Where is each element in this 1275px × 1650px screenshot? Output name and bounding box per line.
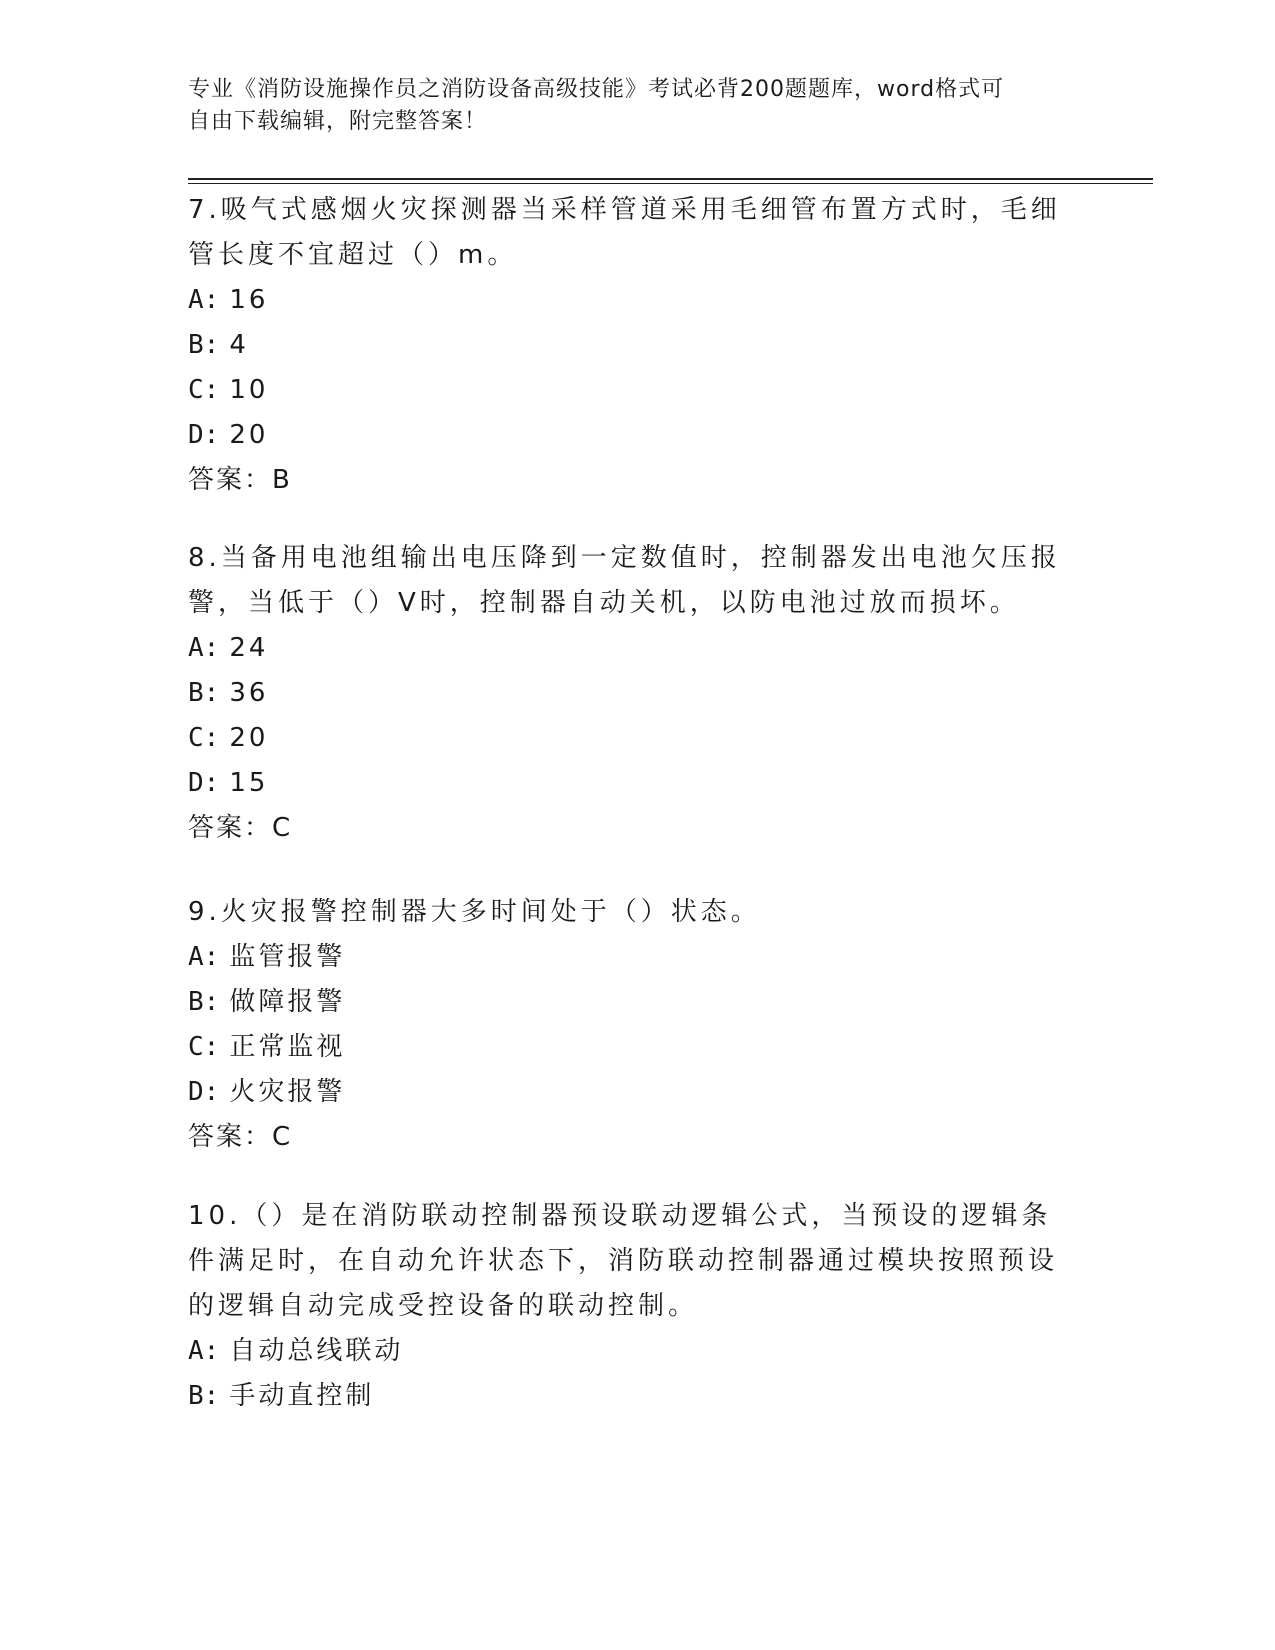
option-label: C:	[188, 1032, 220, 1062]
question-9	[188, 890, 1078, 1160]
option-label: A:	[188, 633, 220, 663]
question-stem: 10.（）是在消防联动控制器预设联动逻辑公式，当预设的逻辑条件满足时，在自动允许状态下，消防联动控制器通过模块按照预设的逻辑自动完成受控设备的联动控制。	[188, 1201, 1059, 1321]
option-b	[188, 671, 1078, 716]
option-text: 16	[229, 285, 269, 315]
option-text: 4	[229, 330, 249, 360]
option-text: 24	[229, 633, 269, 663]
option-a	[188, 278, 1078, 323]
answer: 答案：B	[188, 465, 292, 495]
question-10	[188, 1194, 1078, 1419]
question-stem: 8.当备用电池组输出电压降到一定数值时，控制器发出电池欠压报警，当低于（）V时，控制器自动关机，以防电池过放而损坏。	[188, 543, 1061, 618]
question-stem: 9.火灾报警控制器大多时间处于（）状态。	[188, 897, 761, 927]
answer: 答案：C	[188, 813, 293, 843]
option-c	[188, 716, 1078, 761]
option-text: 正常监视	[229, 1032, 346, 1062]
option-text: 20	[229, 420, 269, 450]
option-text: 15	[229, 768, 269, 798]
header-line-2: 自由下载编辑，附完整答案！	[188, 109, 488, 134]
option-c	[188, 368, 1078, 413]
option-label: A:	[188, 1336, 220, 1366]
question-8	[188, 536, 1078, 851]
document-header	[188, 74, 1068, 138]
option-text: 20	[229, 723, 269, 753]
question-7	[188, 188, 1078, 503]
option-text: 10	[229, 375, 269, 405]
option-label: B:	[188, 987, 220, 1017]
header-line-1: 专业《消防设施操作员之消防设备高级技能》考试必背200题题库，word格式可	[188, 77, 1005, 102]
option-label: B:	[188, 678, 220, 708]
option-c	[188, 1025, 1078, 1070]
option-text: 自动总线联动	[229, 1336, 404, 1366]
option-text: 做障报警	[229, 987, 346, 1017]
header-divider-thick	[188, 178, 1153, 180]
option-b	[188, 980, 1078, 1025]
option-d	[188, 413, 1078, 458]
option-a	[188, 935, 1078, 980]
option-label: B:	[188, 1381, 220, 1411]
option-text: 手动直控制	[229, 1381, 375, 1411]
option-a	[188, 626, 1078, 671]
option-text: 36	[229, 678, 269, 708]
question-stem: 7.吸气式感烟火灾探测器当采样管道采用毛细管布置方式时，毛细管长度不宜超过（）m。	[188, 195, 1061, 270]
option-label: D:	[188, 768, 220, 798]
option-label: A:	[188, 285, 220, 315]
option-label: C:	[188, 723, 220, 753]
option-d	[188, 761, 1078, 806]
option-b	[188, 1374, 1078, 1419]
answer: 答案：C	[188, 1122, 293, 1152]
option-text: 火灾报警	[229, 1077, 346, 1107]
option-label: D:	[188, 1077, 220, 1107]
option-label: B:	[188, 330, 220, 360]
option-b	[188, 323, 1078, 368]
option-a	[188, 1329, 1078, 1374]
option-label: D:	[188, 420, 220, 450]
option-d	[188, 1070, 1078, 1115]
option-label: C:	[188, 375, 220, 405]
header-divider-thin	[188, 183, 1153, 184]
option-text: 监管报警	[229, 942, 346, 972]
option-label: A:	[188, 942, 220, 972]
